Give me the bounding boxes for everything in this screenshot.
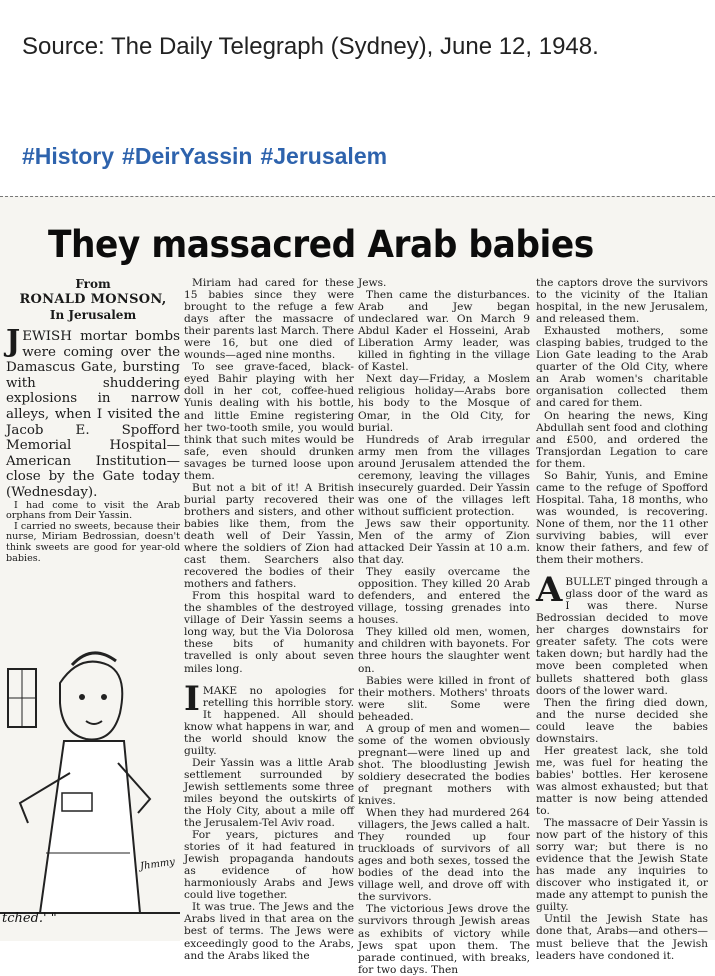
article-paragraph: ABULLET pinged through a glass door of the ward as I was there. Nurse Bedrossian decided to move her charges downstairs for greater safety. The cots were taken down; but hardly had the move been completed when bullets shattered both glass doors of the lower ward.	[536, 570, 708, 697]
cartoon-caption: tched.' "	[2, 911, 57, 926]
cartoon-signature: Jhmmy	[139, 856, 176, 873]
article-paragraph: Deir Yassin was a little Arab settlement surrounded by Jewish settlements some three miles beyond the outskirts of the Holy City, about a mile off the Jerusalem-Tel Aviv road.	[184, 756, 354, 830]
byline	[6, 277, 180, 323]
article-paragraph: Until the Jewish State has done that, Arabs—and others—must believe that the Jewish leaders have condoned it.	[536, 913, 708, 962]
article-paragraph: They killed old men, women, and children with bayonets. For three hours the slaughter went on.	[358, 626, 530, 675]
post-source-text: Source: The Daily Telegraph (Sydney), June 12, 1948.	[22, 33, 599, 60]
article-column-4	[536, 277, 708, 962]
article-paragraph: Next day—Friday, a Moslem religious holiday—Arabs bore his body to the Mosque of Omar, in the Old City, for burial.	[358, 373, 530, 434]
article-paragraph: Exhausted mothers, some clasping babies, trudged to the Lion Gate leading to the Arab quarter of the Old City, where an Arab women's charitable organisation collected them and cared for them.	[536, 325, 708, 410]
article-paragraph: Her greatest lack, she told me, was fuel for heating the babies' bottles. Her kerosene was almost exhausted; but that matter is now being attended to.	[536, 744, 708, 818]
article-paragraph: From this hospital ward to the shambles of the destroyed village of Deir Yassin seems a long way, but the Via Dolorosa these bits of humanity travelled is only about seven miles long.	[184, 590, 354, 675]
article-lede: JEWISH mortar bombs were coming over the Damascus Gate, bursting with shuddering explosions in narrow alleys, when I visited the Jacob E. Spofford Memorial Hospital—American Institution—close by the Gate today (Wednesday).	[6, 324, 180, 500]
cartoon-illustration	[0, 613, 180, 941]
article-paragraph: A group of men and women—some of the women obviously pregnant—were lined up and shot. The bloodlusting Jewish soldiery desecrated the bodies of pregnant mothers with knives.	[358, 722, 530, 808]
hashtag-link[interactable]: #Jerusalem	[260, 143, 388, 169]
drop-cap: I	[184, 678, 200, 719]
newspaper-clipping	[0, 196, 715, 976]
article-paragraph: When they had murdered 264 villagers, the Jews called a halt. They rounded up four truckloads of survivors of all ages and both sexes, tossed the bodies of the dead into the village well, and drove off with the survivors.	[358, 807, 530, 904]
drop-cap: A	[536, 570, 563, 611]
hashtag-link[interactable]: #DeirYassin	[122, 143, 253, 169]
hashtag-row	[22, 143, 702, 170]
byline-from: From	[75, 277, 111, 291]
article-column-3	[358, 277, 530, 976]
byline-place: In Jerusalem	[49, 308, 137, 322]
article-paragraph: Miriam had cared for these 15 babies since they were brought to the refuge a few days after the massacre of their parents last March. There were 16, but one died of wounds—aged nine months.	[184, 277, 354, 362]
article-paragraph: IMAKE no apologies for retelling this horrible story. It happened. All should know what happens in war, and the world should know the guilty.	[184, 678, 355, 757]
article-paragraph: So Bahir, Yunis, and Emine came to the refuge of Spofford Hospital. Taha, 18 months, who was wounded, is recovering. None of them, nor the 11 other surviving babies, will ever know their fathers, and few of them their mothers.	[536, 469, 708, 567]
hashtag-link[interactable]: #History	[22, 143, 115, 169]
article-paragraph: But not a bit of it! A British burial party recovered their brothers and sisters, and other babies like them, from the death well of Deir Yassin, where the soldiers of Zion had cast them. Searchers also recovered the bodies of their mothers and fathers.	[184, 481, 354, 591]
article-headline: They massacred Arab babies	[48, 223, 594, 266]
article-paragraph: For years, pictures and stories of it had featured in Jewish propaganda handouts as evidence of how harmoniously Arabs and Jews could live together.	[184, 829, 354, 902]
article-paragraph: They easily overcame the opposition. They killed 20 Arab defenders, and entered the village, tossing grenades into houses.	[358, 566, 530, 627]
article-column-2	[184, 277, 354, 962]
article-paragraph: Then the firing died down, and the nurse decided she could leave the babies downstairs.	[536, 696, 708, 745]
article-paragraph: Hundreds of Arab irregular army men from the villages around Jerusalem attended the ceremony, leaving the villages insecurely guarded. Deir Yassin was one of the villages left without sufficient protection.	[358, 433, 530, 518]
article-paragraph: It was true. The Jews and the Arabs lived in that area on the best of terms. The Jews were exceedingly good to the Arabs, and the Arabs liked the	[184, 901, 354, 962]
article-paragraph: Then came the disturbances. Arab and Jew began undeclared war. On March 9 Abdul Kader el Hosseini, Arab Liberation Army leader, was killed in fighting in the village of Kastel.	[358, 289, 530, 374]
article-paragraph: Jews.	[358, 277, 387, 289]
article-paragraph: To see grave-faced, black-eyed Bahir playing with her doll in her cot, coffee-hued Yunis dealing with his bottle, and little Emine registering her two-tooth smile, you would think that such mites would be safe, even should drunken savages be turned loose upon them.	[184, 361, 354, 482]
article-paragraph: On hearing the news, King Abdullah sent food and clothing and £500, and ordered the Transjordan Legation to care for them.	[536, 409, 708, 470]
article-column-1	[6, 277, 180, 564]
article-paragraph: the captors drove the survivors to the vicinity of the Italian hospital, in the new Jerusalem, and released them.	[536, 277, 708, 326]
byline-name: RONALD MONSON,	[19, 292, 167, 307]
article-paragraph: Jews saw their opportunity. Men of the army of Zion attacked Deir Yassin at 10 a.m. that day.	[358, 517, 530, 567]
article-paragraph: The massacre of Deir Yassin is now part of the history of this sorry war; but there is no evidence that the Jewish State has made any inquiries to discover who instigated it, or made any attempt to punish the guilty.	[536, 817, 708, 914]
article-paragraph: The victorious Jews drove the survivors through Jewish areas as exhibits of victory while Jews spat upon them. The parade continued, with breaks, for two days. Then	[358, 903, 530, 976]
article-paragraph: I carried no sweets, because their nurse, Miriam Bedrossian, doesn't think sweets are good for year-old babies.	[6, 520, 180, 564]
article-paragraph: Babies were killed in front of their mothers. Mothers' throats were slit. Some were beheaded.	[358, 674, 530, 723]
article-paragraph: I had come to visit the Arab orphans from Deir Yassin.	[6, 499, 180, 522]
